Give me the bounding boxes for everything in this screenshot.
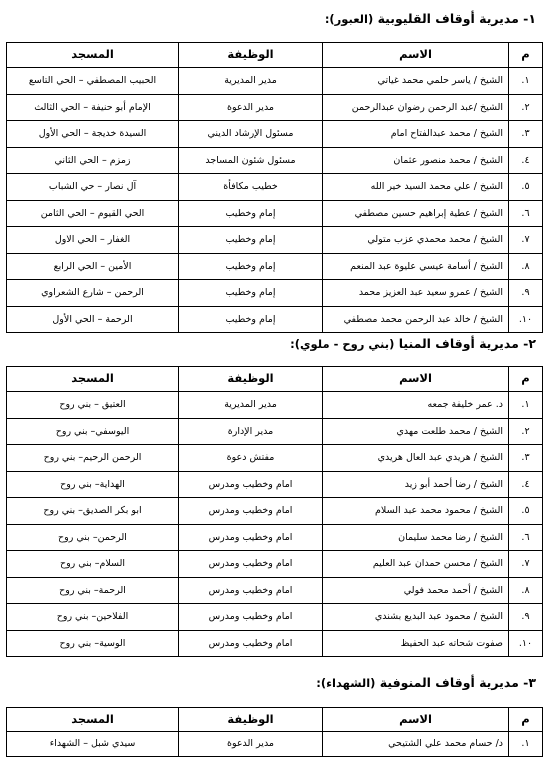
table-row bbox=[7, 200, 543, 227]
cell-num: ٦. bbox=[509, 200, 543, 227]
cell-job: امام وخطيب ومدرس bbox=[179, 524, 323, 551]
cell-name: الشيخ / ياسر حلمي محمد غياتي bbox=[323, 68, 509, 95]
header-job: الوظيفة bbox=[179, 43, 323, 68]
table-row bbox=[7, 498, 543, 525]
section-1-title bbox=[325, 11, 536, 26]
section-1-place: (العبور): bbox=[324, 12, 374, 26]
cell-num: ٨. bbox=[509, 577, 543, 604]
table-row bbox=[7, 630, 543, 657]
section-1-name: ١- مديرية أوقاف القليوبية bbox=[377, 11, 536, 26]
cell-mosque: السلام– بني روح bbox=[7, 551, 179, 578]
cell-mosque: العتيق – بني روح bbox=[7, 392, 179, 419]
table-row bbox=[7, 121, 543, 148]
cell-mosque: الرحمة– بني روح bbox=[7, 577, 179, 604]
section-3-place: (الشهداء): bbox=[316, 676, 376, 690]
cell-mosque: الرحمن – شارع الشعراوي bbox=[7, 280, 179, 307]
cell-job: خطيب مكافأة bbox=[179, 174, 323, 201]
cell-num: ٧. bbox=[509, 551, 543, 578]
cell-job: امام وخطيب ومدرس bbox=[179, 551, 323, 578]
table-row bbox=[7, 227, 543, 254]
header-mosque: المسجد bbox=[7, 367, 179, 392]
cell-mosque: اليوسفي– بني روح bbox=[7, 418, 179, 445]
cell-num: ٥. bbox=[509, 174, 543, 201]
cell-num: ٢. bbox=[509, 94, 543, 121]
cell-job: إمام وخطيب bbox=[179, 227, 323, 254]
section-3-title bbox=[316, 675, 536, 690]
table-row bbox=[7, 253, 543, 280]
cell-name: الشيخ / رضا أحمد أبو زيد bbox=[323, 471, 509, 498]
table-row bbox=[7, 445, 543, 472]
cell-name: الشيخ / محمد محمدي عزب متولي bbox=[323, 227, 509, 254]
cell-num: ٥. bbox=[509, 498, 543, 525]
cell-mosque: السيدة خديجة – الحي الأول bbox=[7, 121, 179, 148]
header-job: الوظيفة bbox=[179, 708, 323, 732]
cell-num: ٤. bbox=[509, 147, 543, 174]
cell-job: امام وخطيب ومدرس bbox=[179, 630, 323, 657]
table-row bbox=[7, 68, 543, 95]
cell-name: الشيخ / أسامة عيسي عليوة عبد المنعم bbox=[323, 253, 509, 280]
cell-num: ٣. bbox=[509, 445, 543, 472]
header-num: م bbox=[509, 367, 543, 392]
cell-job: مدير الدعوة bbox=[179, 732, 323, 757]
header-num: م bbox=[509, 43, 543, 68]
table-row bbox=[7, 280, 543, 307]
cell-mosque: الرحمن الرحيم– بني روح bbox=[7, 445, 179, 472]
section-3-table bbox=[6, 707, 543, 757]
header-name: الاسم bbox=[323, 367, 509, 392]
cell-num: ١٠. bbox=[509, 630, 543, 657]
cell-name: الشيخ /عبد الرحمن رضوان عبدالرحمن bbox=[323, 94, 509, 121]
cell-num: ١. bbox=[509, 732, 543, 757]
header-job: الوظيفة bbox=[179, 367, 323, 392]
table-row bbox=[7, 174, 543, 201]
cell-num: ٩. bbox=[509, 280, 543, 307]
table-header-row bbox=[7, 708, 543, 732]
cell-job: مدير المديرية bbox=[179, 392, 323, 419]
cell-job: امام وخطيب ومدرس bbox=[179, 577, 323, 604]
header-mosque: المسجد bbox=[7, 43, 179, 68]
table-header-row bbox=[7, 43, 543, 68]
cell-job: مسئول شئون المساجد bbox=[179, 147, 323, 174]
cell-num: ١٠. bbox=[509, 306, 543, 333]
cell-num: ٩. bbox=[509, 604, 543, 631]
table-row bbox=[7, 306, 543, 333]
cell-name: الشيخ / محمود عبد البديع بشندي bbox=[323, 604, 509, 631]
cell-name: الشيخ / محمد منصور عثمان bbox=[323, 147, 509, 174]
table-row bbox=[7, 147, 543, 174]
cell-num: ١. bbox=[509, 392, 543, 419]
cell-mosque: الأمين – الحي الرابع bbox=[7, 253, 179, 280]
cell-job: مدير المديرية bbox=[179, 68, 323, 95]
table-row bbox=[7, 604, 543, 631]
cell-name: الشيخ / أحمد محمد فولي bbox=[323, 577, 509, 604]
header-name: الاسم bbox=[323, 43, 509, 68]
cell-job: مدير الدعوة bbox=[179, 94, 323, 121]
table-header-row bbox=[7, 367, 543, 392]
table-row bbox=[7, 94, 543, 121]
cell-name: الشيخ / علي محمد السيد خير الله bbox=[323, 174, 509, 201]
cell-job: امام وخطيب ومدرس bbox=[179, 498, 323, 525]
cell-mosque: الوسية– بني روح bbox=[7, 630, 179, 657]
header-name: الاسم bbox=[323, 708, 509, 732]
cell-mosque: الحي القيوم – الحي الثامن bbox=[7, 200, 179, 227]
cell-job: مدير الإدارة bbox=[179, 418, 323, 445]
cell-name: الشيخ / محسن حمدان عبد العليم bbox=[323, 551, 509, 578]
cell-name: الشيخ / محمد عبدالفتاح امام bbox=[323, 121, 509, 148]
table-row bbox=[7, 551, 543, 578]
cell-name: د. عمر خليفة جمعه bbox=[323, 392, 509, 419]
cell-job: مسئول الإرشاد الديني bbox=[179, 121, 323, 148]
section-1-table bbox=[6, 42, 543, 333]
table-row bbox=[7, 392, 543, 419]
cell-mosque: الرحمة – الحي الأول bbox=[7, 306, 179, 333]
header-mosque: المسجد bbox=[7, 708, 179, 732]
cell-name: الشيخ / رضا محمد سليمان bbox=[323, 524, 509, 551]
cell-name: الشيخ / عطية إبراهيم حسين مصطفي bbox=[323, 200, 509, 227]
section-2-place: (بني روح - ملوي): bbox=[290, 337, 395, 351]
cell-mosque: الغفار – الحي الاول bbox=[7, 227, 179, 254]
cell-mosque: سيدي شبل – الشهداء bbox=[7, 732, 179, 757]
cell-job: إمام وخطيب bbox=[179, 200, 323, 227]
cell-num: ٧. bbox=[509, 227, 543, 254]
cell-mosque: الهداية– بني روح bbox=[7, 471, 179, 498]
section-2-title bbox=[290, 336, 536, 351]
cell-num: ٦. bbox=[509, 524, 543, 551]
cell-mosque: الفلاحين– بني روح bbox=[7, 604, 179, 631]
cell-mosque: زمزم – الحي الثاني bbox=[7, 147, 179, 174]
cell-num: ٢. bbox=[509, 418, 543, 445]
table-row bbox=[7, 524, 543, 551]
cell-job: امام وخطيب ومدرس bbox=[179, 471, 323, 498]
cell-num: ٤. bbox=[509, 471, 543, 498]
header-num: م bbox=[509, 708, 543, 732]
cell-job: إمام وخطيب bbox=[179, 253, 323, 280]
cell-num: ١. bbox=[509, 68, 543, 95]
section-2-name: ٢- مديرية أوقاف المنيا bbox=[398, 336, 536, 351]
cell-mosque: الإمام أبو حنيفة – الحي الثالث bbox=[7, 94, 179, 121]
cell-job: إمام وخطيب bbox=[179, 306, 323, 333]
cell-num: ٣. bbox=[509, 121, 543, 148]
cell-mosque: الرحمن– بني روح bbox=[7, 524, 179, 551]
section-3-name: ٣- مديرية أوقاف المنوفية bbox=[379, 675, 536, 690]
cell-mosque: الحبيب المصطفي – الحي التاسع bbox=[7, 68, 179, 95]
table-row bbox=[7, 732, 543, 757]
cell-num: ٨. bbox=[509, 253, 543, 280]
table-row bbox=[7, 577, 543, 604]
section-2-table bbox=[6, 366, 543, 657]
cell-mosque: ابو بكر الصديق– بني روح bbox=[7, 498, 179, 525]
table-row bbox=[7, 418, 543, 445]
table-row bbox=[7, 471, 543, 498]
cell-name: الشيخ / محمود محمد عبد السلام bbox=[323, 498, 509, 525]
cell-name: الشيخ / عمرو سعيد عبد العزيز محمد bbox=[323, 280, 509, 307]
cell-name: صفوت شحاته عبد الحفيظ bbox=[323, 630, 509, 657]
cell-name: د/ حسام محمد علي الشتيحي bbox=[323, 732, 509, 757]
cell-job: امام وخطيب ومدرس bbox=[179, 604, 323, 631]
cell-job: مفتش دعوة bbox=[179, 445, 323, 472]
cell-job: إمام وخطيب bbox=[179, 280, 323, 307]
cell-name: الشيخ / محمد طلعت مهدي bbox=[323, 418, 509, 445]
cell-name: الشيخ / هريدي عبد العال هريدي bbox=[323, 445, 509, 472]
cell-name: الشيخ / خالد عبد الرحمن محمد مصطفي bbox=[323, 306, 509, 333]
cell-mosque: آل نصار – حي الشباب bbox=[7, 174, 179, 201]
